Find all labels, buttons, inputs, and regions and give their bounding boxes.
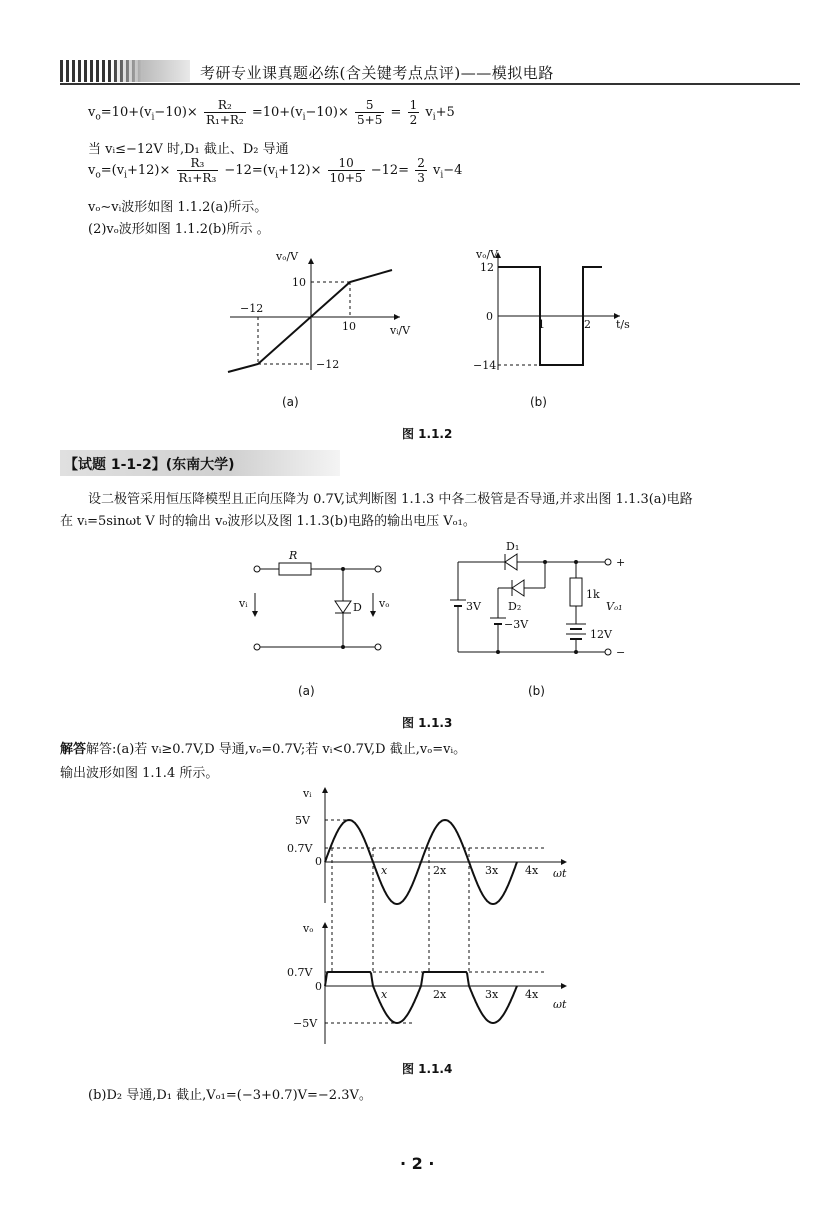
fig112b-tick-y-neg: −14	[473, 359, 497, 372]
fig112a-xlabel: vᵢ/V	[390, 324, 411, 337]
fig114-bot-tm5: −5V	[293, 1017, 318, 1030]
header-gradient	[110, 60, 190, 82]
fig114-connectors	[285, 785, 585, 1050]
fig113a-R: R	[289, 549, 298, 562]
fig114-bot-t0: 0	[315, 980, 322, 993]
fig114-bot-t07: 0.7V	[287, 966, 313, 979]
fig113b-bat2: −3V	[504, 618, 529, 631]
fig114-top-t07: 0.7V	[287, 842, 313, 855]
fig112b-xlabel: t/s	[616, 318, 630, 331]
fig112b-tick-zero: 0	[486, 310, 493, 323]
fig112a-ylabel: vₒ/V	[276, 250, 299, 263]
fig113b-label: (b)	[528, 684, 545, 698]
fig112b-tick-x2: 2	[584, 318, 591, 331]
fig114-top-t5: 5V	[295, 814, 310, 827]
fig114-top-x3: 3x	[485, 864, 499, 877]
fig114-bot-x2: 2x	[433, 988, 447, 1001]
fig113b-D2: D₂	[508, 600, 522, 613]
fig114-bot-xlabel: ωt	[553, 998, 567, 1011]
fig114-top-x4: 4x	[525, 864, 539, 877]
fig114-bot-x4: 4x	[525, 988, 539, 1001]
fig114-top-x1: x	[381, 864, 388, 877]
figure-1-1-2-a	[220, 250, 410, 380]
fig112b-ylabel: vₒ/V	[476, 248, 499, 261]
text-line-4: vₒ∼vᵢ波形如图 1.1.2(a)所示。	[88, 200, 268, 215]
fig114-bot-x1: x	[381, 988, 388, 1001]
fig113a-label: (a)	[298, 684, 315, 698]
text-line-5: (2)vₒ波形如图 1.1.2(b)所示 。	[88, 222, 270, 237]
condition-line: 当 vᵢ≤−12V 时,D₁ 截止、D₂ 导通	[88, 142, 289, 157]
fig113b-plus: +	[616, 556, 626, 569]
fig113-caption: 图 1.1.3	[402, 716, 453, 730]
fig112a-tick-x-pos: 10	[342, 320, 356, 333]
fig112a-tick-y-pos: 10	[292, 276, 306, 289]
figure-1-1-3-a	[235, 549, 395, 660]
fig113b-vo: Vₒ₁	[606, 600, 623, 613]
fig113b-D1: D₁	[506, 540, 520, 553]
answer-line-2: 输出波形如图 1.1.4 所示。	[60, 766, 219, 781]
answer-line-1: 解答解答:(a)若 vᵢ≥0.7V,D 导通,vₒ=0.7V;若 vᵢ<0.7V,D 截止,vₒ=vᵢ。	[60, 742, 467, 757]
fig114-top-x2: 2x	[433, 864, 447, 877]
question-text-1: 设二极管采用恒压降模型且正向压降为 0.7V,试判断图 1.1.3 中各二极管是否导通,并求出图 1.1.3(a)电路	[88, 492, 693, 507]
fig112b-tick-x1: 1	[538, 318, 545, 331]
fig112b-label: (b)	[530, 395, 547, 409]
equation-2: $v_o=(v_i+12)\times$ $\frac{\text{R₃}}{\text{R₁+R₃}}$ $-12=(v_i+12)\times$ $\frac{10}{10+5}$ −12= $\frac{2}{3}$ $v_i-4$	[88, 156, 463, 185]
question-tag: 【试题 1-1-2】(东南大学)	[64, 457, 235, 473]
fig112b-tick-y-pos: 12	[480, 261, 494, 274]
figure-1-1-3-b	[440, 540, 640, 665]
fig113a-D: D	[353, 601, 362, 614]
fig112a-tick-x-neg: −12	[240, 302, 264, 315]
fig113a-vi: vᵢ	[239, 597, 248, 610]
fig112a-label: (a)	[282, 395, 299, 409]
equation-1: $v_o=10+(v_i-10)\times$ $\frac{\text{R₂}}{\text{R₁+R₂}}$ $=10+(v_i-10)\times$ $\frac{5}{5+5}$ = $\frac{1}{2}$ $v_i+5$	[88, 98, 455, 127]
fig114-top-xlabel: ωt	[553, 867, 567, 880]
fig114-bot-x3: 3x	[485, 988, 499, 1001]
question-text-2: 在 vᵢ=5sinωt V 时的输出 vₒ波形以及图 1.1.3(b)电路的输出电压 Vₒ₁。	[60, 514, 476, 529]
fig114-bot-ylabel: vₒ	[303, 922, 314, 935]
page-number: · 2 ·	[400, 1154, 435, 1173]
fig113b-bat1: 3V	[466, 600, 481, 613]
fig112a-tick-y-neg: −12	[316, 358, 340, 371]
fig113b-minus: −	[616, 646, 626, 659]
fig114-top-ylabel: vᵢ	[303, 787, 312, 800]
figure-1-1-2-b	[470, 248, 660, 378]
fig113b-bat3: 12V	[590, 628, 612, 641]
fig114-top-t0: 0	[315, 855, 322, 868]
final-answer: (b)D₂ 导通,D₁ 截止,Vₒ₁=(−3+0.7)V=−2.3V。	[88, 1088, 372, 1103]
fig114-caption: 图 1.1.4	[402, 1062, 453, 1076]
header-rule	[60, 83, 800, 85]
fig112-caption: 图 1.1.2	[402, 427, 453, 441]
header-title: 考研专业课真题必练(含关键考点点评)——模拟电路	[200, 64, 554, 82]
fig113b-res: 1k	[586, 588, 600, 601]
fig113a-vo: vₒ	[379, 597, 390, 610]
